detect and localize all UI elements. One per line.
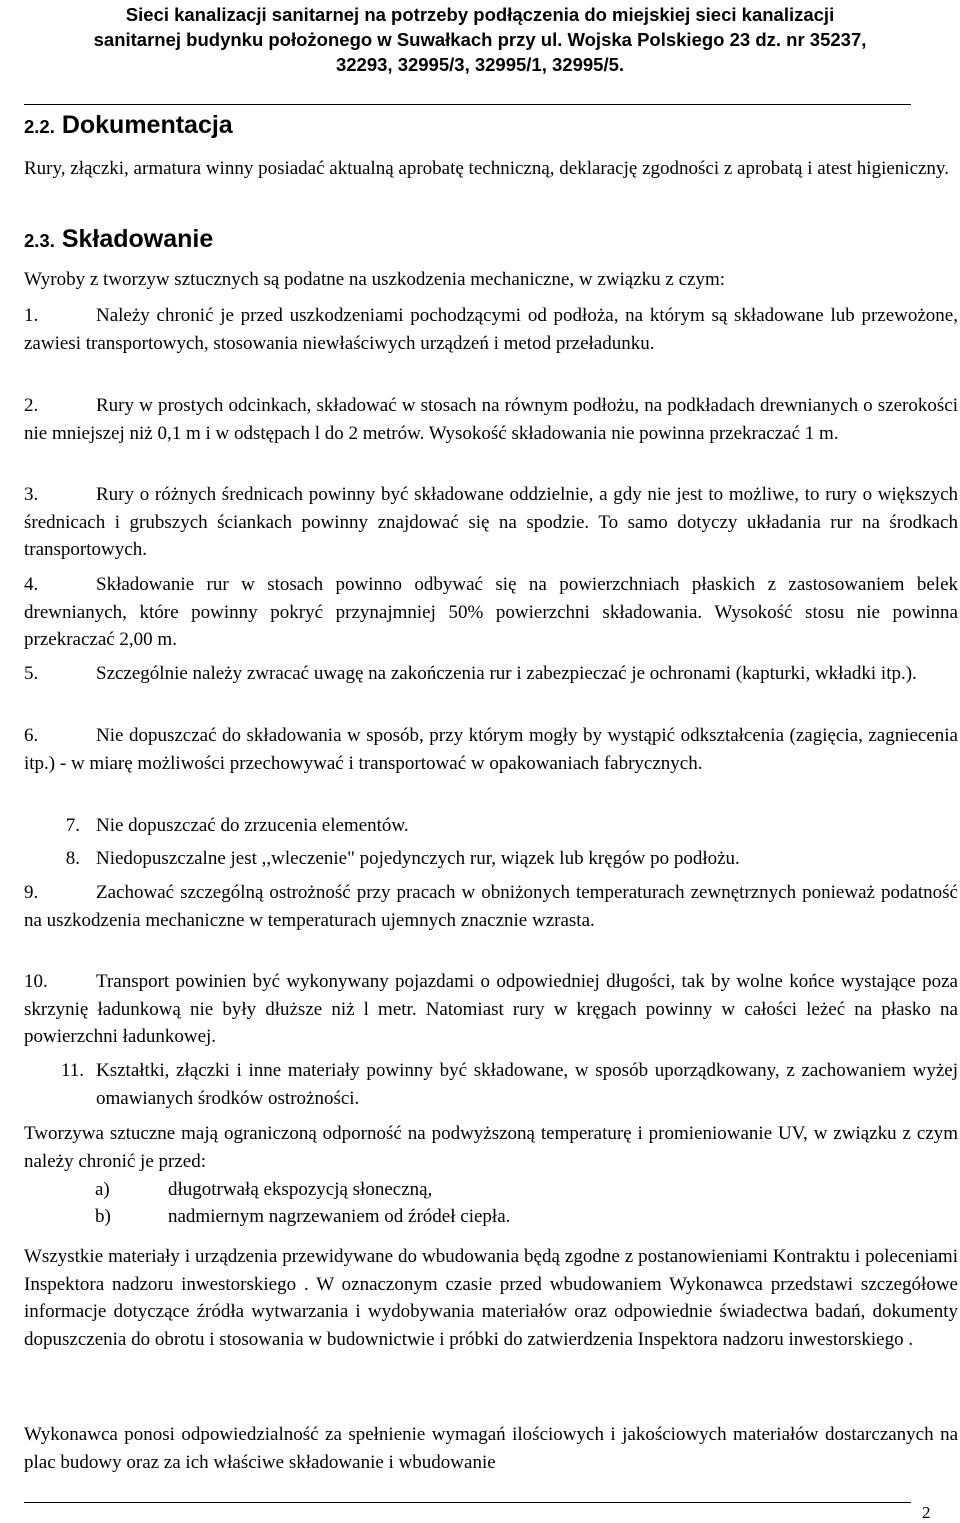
dokumentacja-text: Rury, złączki, armatura winny posiadać aktualną aprobatę techniczną, deklarację zgodności z aprobatą i atest higieniczny. bbox=[24, 158, 949, 179]
section-number: 2.3. bbox=[24, 230, 55, 251]
contractor-paragraph: Wykonawca ponosi odpowiedzialność za spełnienie wymagań ilościowych i jakościowych materiałów dostarczanych na plac budowy oraz za ich właściwe składowanie i wbudowanie bbox=[24, 1424, 958, 1473]
uv-paragraph: Tworzywa sztuczne mają ograniczoną odporność na podwyższoną temperaturę i promieniowanie UV, w związku z czym należy chronić je przed: bbox=[24, 1123, 958, 1172]
list-item-number: 4. bbox=[24, 574, 39, 595]
section-heading-dokumentacja bbox=[24, 110, 233, 142]
sub-item-label: b) bbox=[95, 1206, 111, 1227]
list-item-number: 11. bbox=[60, 1060, 84, 1081]
section-number: 2.2. bbox=[24, 116, 55, 137]
list-item-text: Transport powinien być wykonywany pojazdami o odpowiedniej długości, tak by wolne końce wystające poza skrzynię ładunkową nie były dłuższe niż l metr. Natomiast rury w kręgach powinny w całości leżeć na płasko na powierzchni ładunkowej. bbox=[24, 971, 958, 1048]
list-item-number: 2. bbox=[24, 395, 39, 416]
list-item-number: 7. bbox=[65, 815, 80, 836]
header-line-3: 32293, 32995/3, 32995/1, 32995/5. bbox=[335, 54, 625, 75]
list-item-text: Nie dopuszczać do składowania w sposób, przy którym mogły by wystąpić odkształcenia (zagięcia, zagniecenia itp.) - w miarę możliwości przechowywać i transportować w opakowaniach fabrycznych. bbox=[24, 725, 958, 774]
section-heading-skladowanie bbox=[24, 224, 213, 256]
list-item-text: Niedopuszczalne jest ,,wleczenie" pojedynczych rur, wiązek lub kręgów po podłożu. bbox=[96, 848, 740, 869]
list-item bbox=[24, 571, 958, 654]
list-item-text: Szczególnie należy zwracać uwagę na zakończenia rur i zabezpieczać je ochronami (kapturki, wkładki itp.). bbox=[96, 663, 917, 684]
list-item-text: Kształtki, złączki i inne materiały powinny być składowane, w sposób uporządkowany, z zachowaniem wyżej omawianych środków ostrożności. bbox=[96, 1060, 958, 1109]
list-item-text: Zachować szczególną ostrożność przy pracach w obniżonych temperaturach zewnętrznych ponieważ podatność na uszkodzenia mechaniczne w temperaturach ujemnych znacznie wzrasta. bbox=[24, 882, 958, 931]
skladowanie-intro: Wyroby z tworzyw sztucznych są podatne na uszkodzenia mechaniczne, w związku z czym: bbox=[24, 269, 726, 290]
list-item-text: Nie dopuszczać do zrzucenia elementów. bbox=[96, 815, 409, 836]
list-item bbox=[24, 968, 958, 1051]
section-title: Dokumentacja bbox=[61, 111, 233, 139]
sub-item-text: długotrwałą ekspozycją słoneczną, bbox=[168, 1179, 433, 1200]
sub-item-label: a) bbox=[95, 1179, 110, 1200]
materials-paragraph: Wszystkie materiały i urządzenia przewidywane do wbudowania będą zgodne z postanowieniami Kontraktu i poleceniami Inspektora nadzoru inwestorskiego . W oznaczonym czasie przed wbudowaniem Wykonawca przedstawi szczegółowe informacje dotyczące źródła wytwarzania i wydobywania materiałów oraz odpowiednie świadectwa badań, dokumenty dopuszczenia do obrotu i stosowania w budownictwie i próbki do zatwierdzenia Inspektora nadzoru inwestorskiego . bbox=[24, 1246, 958, 1351]
list-item-number: 3. bbox=[24, 484, 39, 505]
list-item-number: 8. bbox=[65, 848, 80, 869]
list-item-number: 6. bbox=[24, 725, 39, 746]
list-item bbox=[24, 302, 958, 357]
list-item-number: 10. bbox=[24, 971, 48, 992]
list-item-number: 5. bbox=[24, 663, 39, 684]
footer-rule bbox=[24, 1502, 911, 1503]
list-item bbox=[24, 481, 958, 564]
list-item bbox=[24, 879, 958, 934]
header-rule bbox=[24, 104, 911, 105]
sub-item-text: nadmiernym nagrzewaniem od źródeł ciepła. bbox=[168, 1206, 511, 1227]
header-line-2: sanitarnej budynku położonego w Suwałkach przy ul. Wojska Polskiego 23 dz. nr 35237, bbox=[93, 29, 867, 50]
section-title: Składowanie bbox=[61, 225, 214, 253]
list-item bbox=[24, 392, 958, 447]
list-item-text: Rury o różnych średnicach powinny być składowane oddzielnie, a gdy nie jest to możliwe, to rury o większych średnicach i grubszych ściankach powinny znajdować się na spodzie. To samo dotyczy układania rur na środkach transportowych. bbox=[24, 484, 958, 561]
list-item-number: 9. bbox=[24, 882, 39, 903]
document-header bbox=[0, 2, 960, 77]
list-item-text: Należy chronić je przed uszkodzeniami pochodzącymi od podłoża, na którym są składowane lub przewożone, zawiesi transportowych, stosowania niewłaściwych urządzeń i metod przeładunku. bbox=[24, 305, 958, 354]
list-item-text: Składowanie rur w stosach powinno odbywać się na powierzchniach płaskich z zastosowaniem belek drewnianych, które powinny pokryć przynajmniej 50% powierzchni składowania. Wysokość stosu nie powinna przekraczać 2,00 m. bbox=[24, 574, 958, 651]
list-item-text: Rury w prostych odcinkach, składować w stosach na równym podłożu, na podkładach drewnianych o szerokości nie mniejszej niż 0,1 m i w odstępach l do 2 metrów. Wysokość składowania nie powinna przekraczać 1 m. bbox=[24, 395, 958, 444]
page-number: 2 bbox=[922, 1503, 931, 1522]
header-line-1: Sieci kanalizacji sanitarnej na potrzeby podłączenia do miejskiej sieci kanalizacji bbox=[125, 4, 835, 25]
list-item bbox=[24, 722, 958, 777]
list-item bbox=[24, 660, 958, 688]
list-item-number: 1. bbox=[24, 305, 39, 326]
